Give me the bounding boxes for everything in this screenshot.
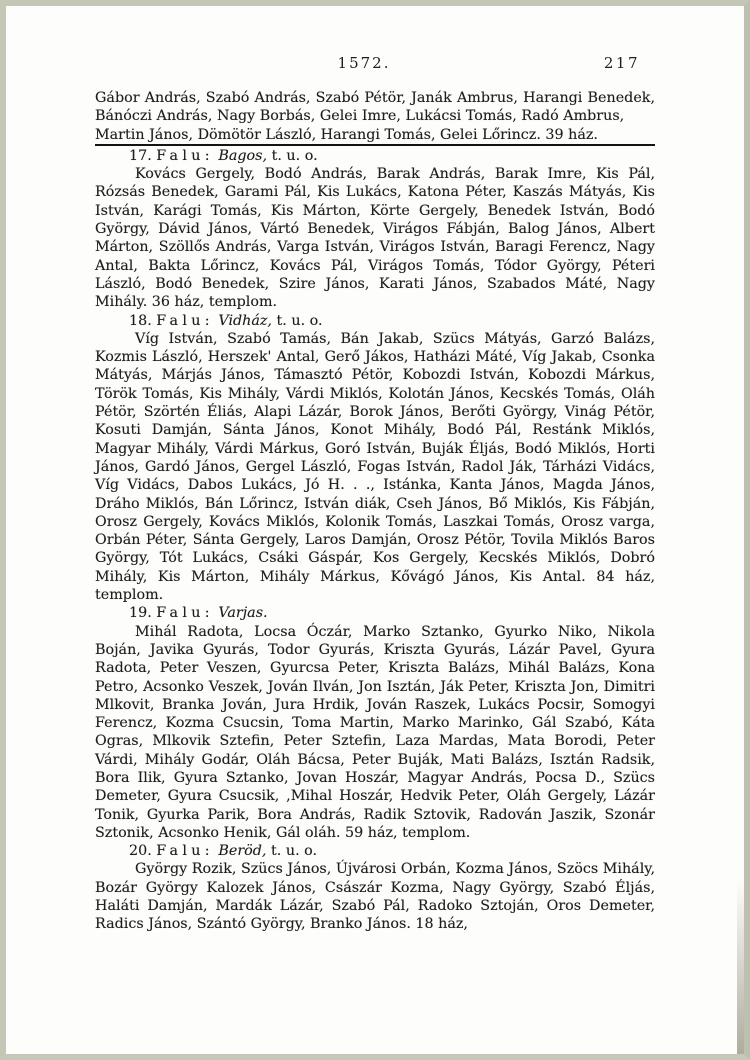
- village-name-varjas: Varjas.: [218, 605, 268, 622]
- text-column: [6, 6, 744, 934]
- underlined-line: Martin János, Dömötör László, Harangi Tomás, Gelei Lőrincz. 39 ház.: [95, 126, 655, 146]
- village-name-vidhaz: Vidház,: [218, 312, 272, 329]
- page-header: [95, 54, 655, 74]
- section-number: 18.: [129, 312, 152, 329]
- village-name-bagos: Bagos,: [218, 147, 268, 164]
- continuation-paragraph: Gábor András, Szabó András, Szabó Pétör, Janák Ambrus, Harangi Benedek, Bánóczi András, Nagy Borbás, Gelei Imre, Lukácsi Tomás, Radó Ambrus,: [95, 90, 655, 125]
- falu-label: Falu:: [156, 605, 214, 622]
- section-heading-17: [95, 147, 655, 165]
- page-body: [95, 89, 655, 934]
- section-body-18: Víg István, Szabó Tamás, Bán Jakab, Szücs Mátyás, Garzó Balázs, Kozmis László, Herszek' Antal, Gerő Jákos, Hatházi Máté, Víg Jakab, Csonka Mátyás, Márjás János, Támasztó Pétör, Kobozdi István, Kobozdi Márkus, Török Tomás, Kis Mihály, Várdi Miklós, Kolotán János, Kecskés Tomás, Oláh Pétör, Szörtén Éliás, Alapi Lázár, Borok János, Berőti György, Vinág Pétör, Kosuti Damján, Sánta János, Konot Mihály, Bodó Pál, Restánk Miklós, Magyar Mihály, Várdi Márkus, Goró István, Buják Éljás, Bodó Miklós, Horti János, Gardó János, Gergel László, Fogas István, Radol Ják, Tárházi Vidács, Víg Vidács, Dabos Lukács, Jó H. . ., Istánka, Kanta János, Magda János, Dráho Miklós, Bán Lőrincz, István diák, Cseh János, Bő Miklós, Kis Fábján, Orosz Gergely, Kovács Miklós, Kolonik Tomás, Laszkai Tomás, Orosz varga, Orbán Péter, Sánta Gergely, Laros Damján, Orosz Pétör, Tovila Miklós Baros György, Tót Lukács, Csáki Gáspár, Kos Gergely, Kecskés Miklós, Dobró Mihály, Kis Márton, Mihály Márkus, Kővágó János, Kis Antal. 84 ház, templom.: [95, 330, 655, 604]
- village-name-berod: Beröd,: [218, 843, 267, 860]
- section-body-17: Kovács Gergely, Bodó András, Barak András, Barak Imre, Kis Pál, Rózsás Benedek, Garami Pál, Kis Lukács, Katona Péter, Kaszás Mátyás, Kis István, Karági Tomás, Kis Márton, Körte Gergely, Benedek István, Bodó György, Dávid János, Vártó Benedek, Virágos Fábján, Balog János, Albert Márton, Szöllős András, Varga István, Virágos István, Baragi Ferencz, Nagy Antal, Bakta Lőrincz, Kovács Pál, Virágos Tomás, Tódor György, Péteri László, Bodó Benedek, Szire János, Karati János, Szabados Máté, Nagy Mihály. 36 ház, templom.: [95, 166, 655, 311]
- section-body-20: György Rozik, Szücs János, Újvárosi Orbán, Kozma János, Szöcs Mihály, Bozár György Kalozek János, Császár Kozma, Nagy György, Szabó Éljás, Haláti Damján, Mardák Lázár, Szabó Pál, Radoko Sztoján, Oros Demeter, Radics János, Szántó György, Branko János. 18 ház,: [95, 861, 655, 933]
- section-number: 17.: [129, 147, 152, 164]
- section-number: 19.: [129, 605, 152, 622]
- heading-suffix: t. u. o.: [271, 147, 318, 164]
- heading-suffix: t. u. o.: [271, 843, 318, 860]
- page-number: 217: [603, 54, 640, 72]
- heading-suffix: t. u. o.: [276, 312, 323, 329]
- section-heading-20: [95, 842, 655, 860]
- falu-label: Falu:: [156, 843, 214, 860]
- section-number: 20.: [129, 843, 152, 860]
- falu-label: Falu:: [156, 312, 214, 329]
- section-heading-19: [95, 604, 655, 622]
- section-heading-18: [95, 312, 655, 330]
- section-body-19: Mihál Radota, Locsa Óczár, Marko Sztanko, Gyurko Niko, Nikola Boján, Javika Gyurás, Todor Gyurás, Kriszta Gyurás, Lázár Pavel, Gyura Radota, Peter Veszen, Gyurcsa Peter, Kriszta Balázs, Mihál Balázs, Kona Petro, Acsonko Veszek, Jován Ilván, Jon Isztán, Ják Peter, Kriszta Jon, Dimitri Mlkovit, Branka Jován, Jura Hrdik, Jován Raszek, Lukács Pocsir, Somogyi Ferencz, Kozma Csucsin, Toma Martin, Marko Marinko, Gál Szabó, Káta Ogras, Mlkovik Sztefin, Peter Sztefin, Laza Mardas, Mata Borodi, Peter Várdi, Mihály Godár, Oláh Bácsa, Peter Buják, Mati Balázs, Isztán Radsik, Bora Ilik, Gyura Sztanko, Jovan Hoszár, Magyar András, Pocsa D., Szücs Demeter, Gyura Csucsik, ,Mihal Hoszár, Hedvik Peter, Oláh Gergely, Lázár Tonik, Gyurka Parik, Bora András, Radik Sztovik, Radován Jaszik, Szonár Sztonik, Acsonko Henik, Gál oláh. 59 ház, templom.: [95, 623, 655, 841]
- falu-label: Falu:: [156, 147, 214, 164]
- page-year: 1572.: [337, 54, 391, 72]
